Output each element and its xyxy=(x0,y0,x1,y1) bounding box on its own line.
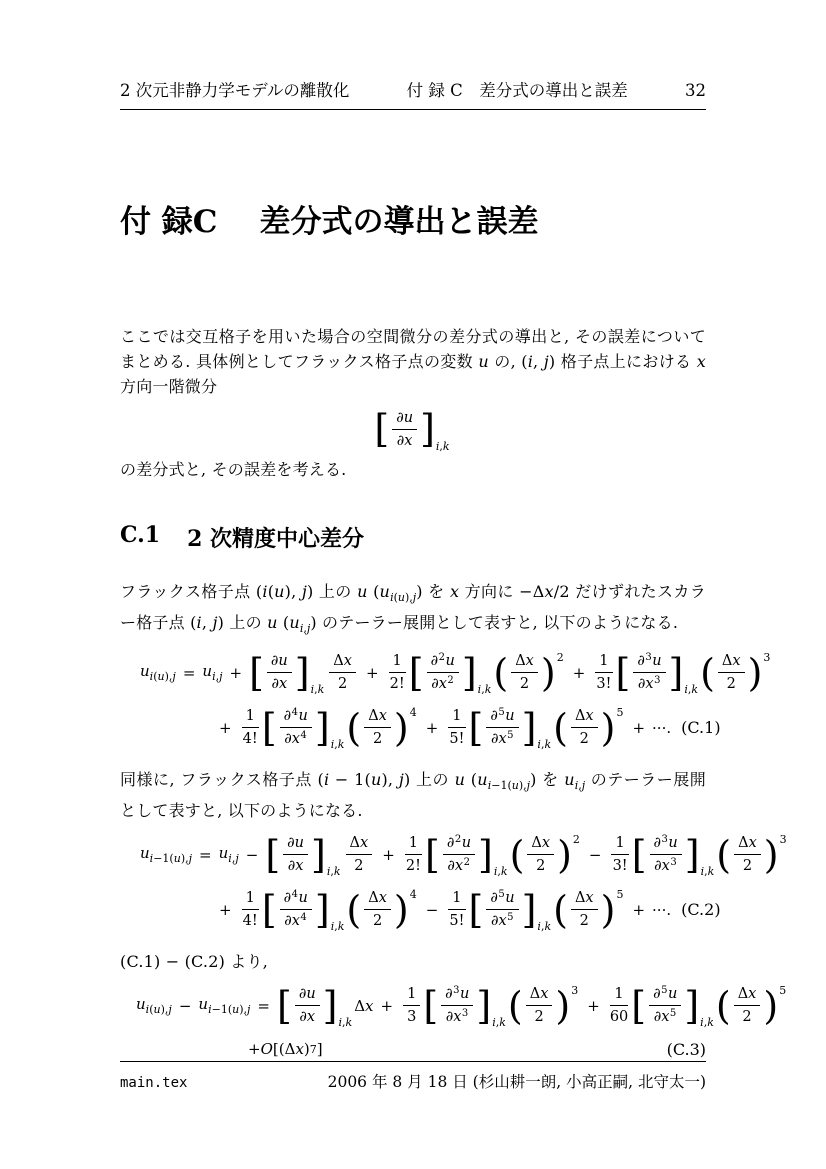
header-page-number: 32 xyxy=(684,81,706,100)
paragraph-intro: ここでは交互格子を用いた場合の空間微分の差分式の導出と, その誤差についてまとめる. 具体例としてフラックス格子点の変数 u の, (i, j) 格子点上における x 方向一階微分 xyxy=(120,327,706,397)
equation-c3-line-2-terms: +O[(Δx) 7 ] xyxy=(248,1040,323,1059)
paragraph-tail: の差分式と, その誤差を考える. xyxy=(120,460,347,480)
equation-c2-line-2 xyxy=(120,882,721,937)
derivation-note: (C.1) − (C.2) より, xyxy=(120,952,268,972)
equation-c2 xyxy=(120,827,787,937)
page-header xyxy=(120,0,706,110)
equation-label-c3: (C.3) xyxy=(666,1039,706,1059)
footer-date: 2006 年 8 月 18 日 (杉山耕一朗, 小高正嗣, 北守太一) xyxy=(327,1073,706,1091)
equation-c3 xyxy=(120,978,787,1065)
equation-label-c2: (C.2) xyxy=(681,900,721,920)
page-footer xyxy=(120,1061,706,1092)
equation-c1-line-2 xyxy=(120,700,721,755)
chapter-title-text: 差分式の導出と誤差 xyxy=(259,204,539,240)
section-title-text: 2 次精度中心差分 xyxy=(187,526,365,553)
paragraph-flux: フラックス格子点 (i(u), j) 上の u $(u_{i(u),j})$ を x 方向に −Δx/2 だけずれたスカラー格子点 (i, j) 上の u $(u_{i,j})$ のテーラー展開として表すと, 以下のようになる. xyxy=(120,582,706,636)
equation-c2-line-2-terms: + $\frac{1}{4!}$ [ ∂$^4$u $\partial x^4$ ] i,k ( Δx 2 ) 4 − $\frac{1}{5!}$ [ ∂$^5$u $\partial x^5$ ] i,k ( Δx 2 ) 5 + ···. xyxy=(219,887,672,934)
equation-label-c1: (C.1) xyxy=(681,718,721,738)
header-running-title: 2 次元非静力学モデルの離散化 xyxy=(120,81,350,100)
section-number: C.1 xyxy=(120,522,161,549)
chapter-heading xyxy=(120,202,706,242)
section-heading xyxy=(120,522,706,553)
header-chapter-title: 付 録 C 差分式の導出と誤差 xyxy=(406,81,628,100)
equation-c1 xyxy=(120,645,771,755)
equation-c1-line-2-terms: + $\frac{1}{4!}$ [ ∂$^4$u $\partial x^4$ ] i,k ( Δx 2 ) 4 + $\frac{1}{5!}$ [ ∂$^5$u $\partial x^5$ ] i,k ( Δx 2 ) 5 + ···. xyxy=(219,705,672,752)
display-derivative: [ ∂u ∂x ] i,k xyxy=(374,407,450,453)
footer-filename: main.tex xyxy=(120,1075,188,1091)
paragraph-similarly: 同様に, フラックス格子点 (i − 1(u), j) 上の u $(u_{i-1(u),j})$ を $u_{i,j}$ のテーラー展開として表すと, 以下のようになる. xyxy=(120,770,706,821)
equation-c2-line-1: $u_{i-1(u),j}$ = $u_{i,j}$ − [ ∂u ∂x ] i,k Δx 2 + $\frac{1}{2!}$ [ ∂$^2$u $\partial x^2$ ] i,k ( Δx 2 ) 2 − $\frac{1}{3!}$ [ ∂$^3$u $\partial x^3$ ] i,k ( Δx 2 ) 3 xyxy=(140,832,787,879)
equation-c1-line-1: $u_{i(u),j}$ = $u_{i,j}$ + [ ∂u ∂x ] i,k Δx 2 + $\frac{1}{2!}$ [ ∂$^2$u $\partial x^2$ ] i,k ( Δx 2 ) 2 + $\frac{1}{3!}$ [ ∂$^3$u $\partial x^3$ ] i,k ( Δx 2 ) 3 xyxy=(140,650,771,697)
chapter-number: 付 録C xyxy=(120,204,218,240)
equation-c3-line-1: $u_{i(u),j}$ − $u_{i-1(u),j}$ = [ ∂u ∂x ] i,k Δx + $\frac{1}{3}$ [ ∂$^3$u $\partial x^3$ ] i,k ( Δx 2 ) 3 + $\frac{1}{60}$ [ ∂$^5$u $\partial x^5$ ] i,k ( Δx 2 ) 5 xyxy=(136,983,787,1030)
equation-display xyxy=(120,403,706,455)
